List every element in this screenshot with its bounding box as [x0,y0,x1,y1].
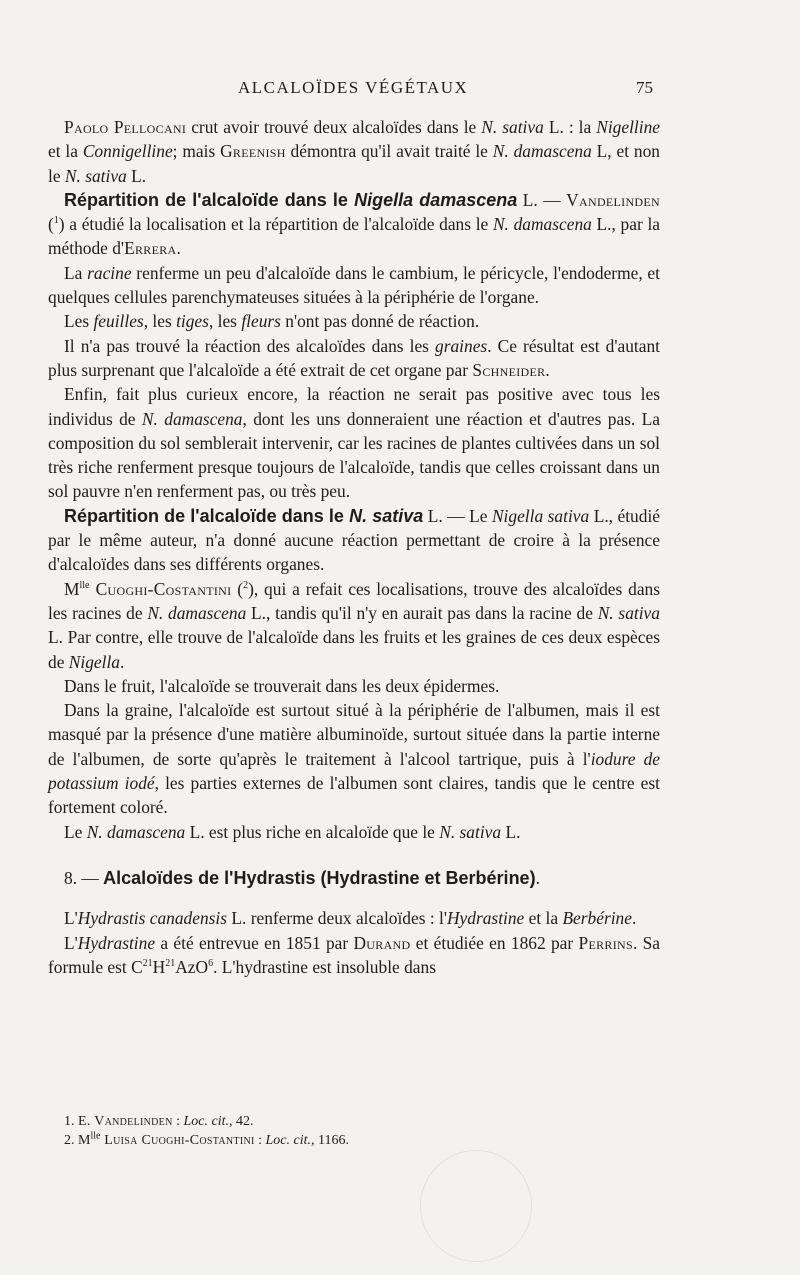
text-run: , les [208,311,242,332]
text-run: et la [48,141,83,162]
text-run: Dans la graine, l'alcaloïde est surtout situé à la périphérie de l'albumen, mais il est masqué par la présence d'une matière albuminoïde, surtout située dans la partie interne de l'albumen, de sorte qu'après le traitement à l'alcool tartrique, puis à l' [48,700,660,769]
citation: Loc. cit. [265,1133,312,1148]
text-run: crut avoir trouvé deux alcaloïdes dans le [186,117,482,137]
author-name: Errera [124,238,177,259]
page-number: 75 [636,78,653,97]
honorific: M [78,1133,91,1148]
paragraph [48,820,660,844]
text-run: Les [64,311,94,332]
text-run: L. [126,165,147,186]
alkaloid-name: Hydrastine [77,932,156,953]
text-run: L., par la méthode d' [48,214,660,259]
text-run: — [537,189,567,210]
text-run: et étudiée en 1862 par [410,932,579,953]
text-run: n'ont pas donné de réaction. [280,311,480,332]
paragraph [48,674,660,698]
text-run: renferme un peu d'alcaloïde dans le cambium, le péricycle, l'endoderme, et quelques cellules parenchymateuses situées à la périphérie de l'organe. [48,262,660,308]
alkaloid-name: Hydrastine [446,908,525,929]
text-run: L. renferme deux alcaloïdes : l' [227,908,447,929]
text-run: Le [64,821,87,842]
italic-term: fleurs [241,311,281,332]
heading-text: Répartition de l'alcaloïde dans le [64,505,350,526]
author-name: Vandelinden [566,189,660,210]
text-run: L. Par contre, elle trouve de l'alcaloïde dans les fruits et les graines de ces deux espèces de [48,627,660,672]
section-heading [48,866,660,890]
species-name: Hydrastis canadensis [77,908,228,929]
footnote [64,1112,624,1131]
text-run: . [119,651,125,672]
text-run: L., étudié par le même auteur, n'a donné aucune réaction permettant de croire à la présence d'alcaloïdes dans ses différents organes. [48,505,660,575]
species-name: N. damascena [147,602,247,623]
author-name: Schneider [472,359,546,380]
alkaloid-name: Nigelline [596,117,661,137]
text-run: . [631,908,637,929]
text-run: , 42. [229,1114,254,1129]
text-run: H [152,956,166,977]
formula-superscript: 6 [208,958,214,969]
text-run: : [172,1114,184,1129]
text-run: , les [143,311,177,332]
text-run: L, et non le [48,141,660,186]
author-name: Greenish [220,141,286,162]
subsection-heading [64,506,423,526]
italic-term: feuilles [93,311,144,332]
page-header [0,78,800,104]
alkaloid-name: Berbérine [562,908,632,929]
text-run: . L'hydrastine est insoluble dans [213,956,436,977]
species-name: N. damascena [141,408,243,429]
text-run: L. [423,505,443,526]
author-name: E. Vandelinden [78,1114,173,1129]
paragraph [48,261,660,310]
text-run: et la [524,908,563,929]
honorific-sup: lle [79,579,90,591]
text-run: démontra qu'il avait traité le [285,141,493,162]
paragraph [48,334,660,383]
text-run: — Le [442,505,492,526]
text-run: , qui a refait ces localisations, trouve des alcaloïdes dans les racines de [48,578,661,623]
text-run: . [176,238,181,259]
italic-term: iodure de potassium iodé [48,748,660,794]
text-run: . [545,359,550,380]
honorific-sup: lle [90,1130,101,1142]
honorific: M [64,578,80,599]
text-run: . Ce résultat est d'autant plus surprenant que l'alcaloïde a été extrait de cet organe par [48,335,661,380]
species-name: N. damascena [86,821,186,842]
footnote-number: 2. [64,1133,78,1148]
text-run: La [64,262,88,283]
paragraph [48,309,660,333]
body-text [48,115,660,979]
section-title: Alcaloïdes de l'Hydrastis (Hydrastine et Berbérine) [103,867,536,888]
formula-superscript: 21 [142,958,153,969]
text-run: L. : la [543,117,597,137]
text-run: Il n'a pas trouvé la réaction des alcaloïdes dans les [64,335,436,356]
paragraph [48,504,660,577]
paragraph: $M^{lle}$ Cuoghi-Costantini ($^2$), qui a refait ces localisations, trouve des alcaloïdes dans les racines de N. damascena L., tandis qu'il n'y en aurait pas dans la racine de N. sativa L. Par contre, elle trouve de l'alcaloïde dans les fruits et les graines de ces deux espèces de Nigella. [48,578,661,672]
italic-term: tiges [176,311,209,332]
author-name: Durand [353,932,411,953]
author-name: Paolo Pellocani [64,117,187,137]
species-name: N. sativa [597,602,660,623]
paragraph [48,906,660,930]
text-run: L. [517,189,538,210]
text-run: L. [501,821,521,842]
paragraph [48,931,660,980]
text-run: L. est plus riche en alcaloïde que le [185,821,440,842]
text-run: ; mais [172,141,221,162]
footnote-number: 1. [64,1114,78,1129]
author-name: Cuoghi-Costantini [89,578,232,599]
footnotes [64,1112,624,1150]
running-title: ALCALOÏDES VÉGÉTAUX [238,78,469,97]
italic-term: racine [87,262,132,283]
species-name: N. damascena [492,214,592,235]
italic-term: graines [435,335,488,356]
species-name: Nigella sativa [491,505,590,526]
text-run: , 1166. [311,1133,349,1148]
text-run: . Sa formule est C [48,932,660,977]
author-name: Perrins [578,932,633,953]
footnote-ref: 2 [243,579,249,591]
text-run: : [254,1133,266,1148]
formula-superscript: 21 [165,958,176,969]
heading-species: N. sativa [349,505,424,526]
footnote [64,1131,624,1150]
paragraph [48,382,660,503]
text-run: Dans le fruit, l'alcaloïde se trouverait dans les deux épidermes. [64,675,500,696]
text-run: AzO [175,956,209,977]
species-name: N. sativa [481,117,544,137]
species-name: Nigella [68,651,120,672]
text-run: . [535,867,540,888]
author-name: Luisa Cuoghi-Costantini [100,1133,255,1148]
text-run: a étudié la localisation et la répartition de l'alcaloïde dans le [64,214,493,235]
subsection-heading [64,190,517,210]
section-number: 8. — [64,867,104,888]
paragraph: Répartition de l'alcaloïde dans le Nigella damascena L. — Vandelinden ($^1$) a étudié la localisation et la répartition de l'alcaloïde dans le N. damascena L., par la méthode d'Errera. [48,189,660,259]
heading-text: Répartition de l'alcaloïde dans le [64,189,355,210]
text-run: L' [64,932,78,953]
species-name: N. sativa [64,165,127,186]
text-run: L' [64,908,78,929]
text-run: , dont les uns donneraient une réaction et d'autres pas. La composition du sol semblerait intervenir, car les racines de plantes cultivées dans un sol très riche renferment presque toujours de l'alcaloïde, tandis que celles croissant dans un sol pauvre n'en renferment pas, ou très peu. [48,408,660,502]
text-run: , les parties externes de l'albumen sont claires, tandis que le centre est fortement coloré. [48,773,660,818]
library-stamp [420,1150,532,1262]
citation: Loc. cit. [183,1114,229,1129]
alkaloid-name: Connigelline [82,141,173,162]
text-run: Enfin, fait plus curieux encore, la réaction ne serait pas positive avec tous les individus de [48,384,660,429]
text-run: a été entrevue en 1851 par [155,932,354,953]
text-run: L., tandis qu'il n'y en aurait pas dans la racine de [246,602,598,623]
footnote-ref: 1 [53,215,59,227]
paragraph [48,115,660,188]
species-name: N. sativa [439,821,502,842]
species-name: N. damascena [492,141,592,162]
heading-species: Nigella damascena [354,189,518,210]
paragraph [48,698,660,819]
